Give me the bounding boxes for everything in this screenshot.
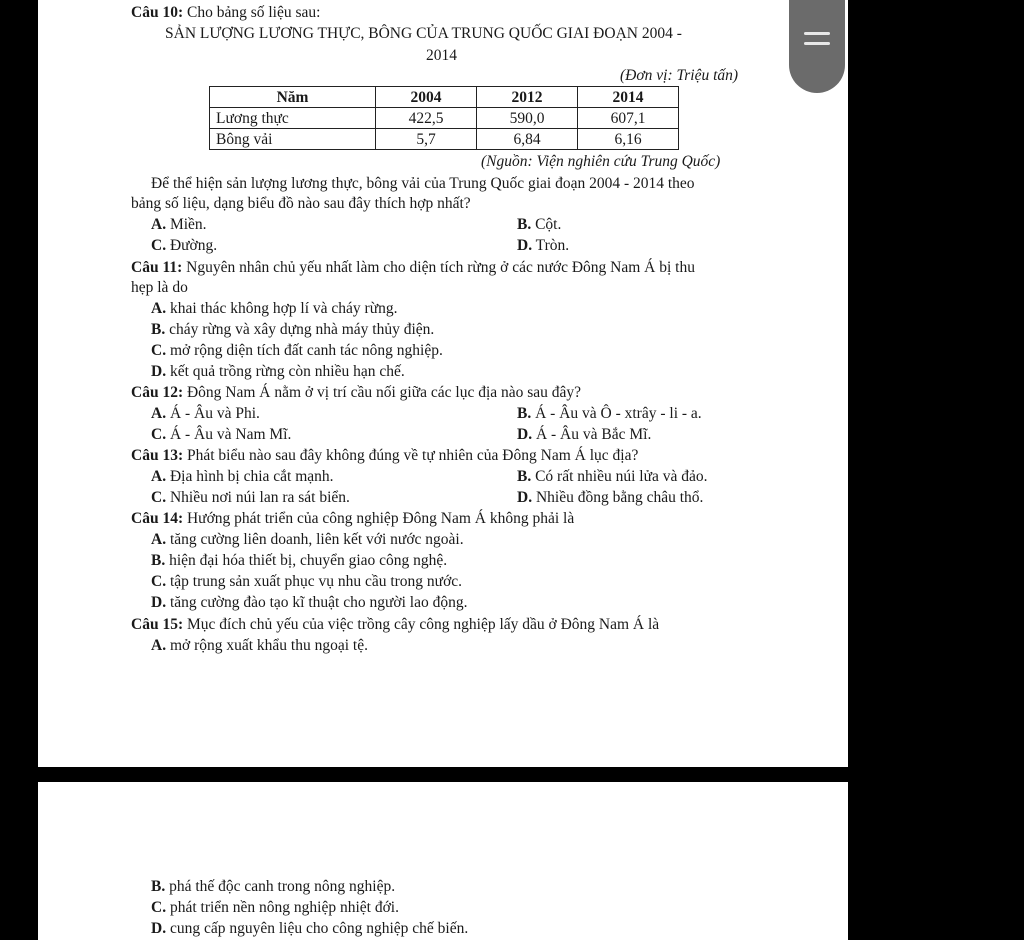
table-cell: 6,84	[477, 129, 578, 150]
document-page-1	[38, 0, 848, 767]
q10-option-b	[517, 215, 561, 235]
q14-option-c	[151, 572, 462, 592]
option-letter: B.	[517, 405, 532, 422]
q10-intro-text: Cho bảng số liệu sau:	[183, 4, 321, 21]
option-text: Địa hình bị chia cắt mạnh.	[166, 468, 334, 485]
option-letter: C.	[151, 899, 167, 916]
option-letter: A.	[151, 405, 167, 422]
option-letter: A.	[151, 531, 167, 548]
option-text: Nhiều đồng bằng châu thổ.	[532, 489, 704, 506]
document-page-2	[38, 782, 848, 940]
option-text: Có rất nhiều núi lửa và đảo.	[531, 468, 708, 485]
q12-line	[131, 383, 581, 403]
option-letter: C.	[151, 573, 167, 590]
option-letter: D.	[517, 237, 533, 254]
table-cell: Bông vải	[210, 129, 376, 150]
option-text: Tròn.	[532, 237, 570, 254]
q11-text: Nguyên nhân chủ yếu nhất làm cho diện tích rừng ở các nước Đông Nam Á bị thu	[182, 259, 695, 276]
option-text: mở rộng xuất khẩu thu ngoại tệ.	[166, 637, 368, 654]
q14-line	[131, 509, 574, 529]
option-letter: A.	[151, 216, 167, 233]
option-text: cung cấp nguyên liệu cho công nghiệp chế biến.	[166, 920, 469, 937]
option-text: mở rộng diện tích đất canh tác nông nghiệp.	[166, 342, 443, 359]
option-text: tăng cường đào tạo kĩ thuật cho người lao động.	[166, 594, 468, 611]
q11-number: Câu 11:	[131, 259, 183, 276]
q10-question-line2: bảng số liệu, dạng biểu đồ nào sau đây thích hợp nhất?	[131, 195, 471, 212]
option-text: tăng cường liên doanh, liên kết với nước ngoài.	[166, 531, 464, 548]
q12-option-c	[151, 425, 291, 445]
q14-text: Hướng phát triển của công nghiệp Đông Nam Á không phải là	[183, 510, 575, 527]
option-text: khai thác không hợp lí và cháy rừng.	[166, 300, 398, 317]
table-header-cell: 2014	[578, 87, 679, 108]
q14-option-a	[151, 530, 464, 550]
table-cell: Lương thực	[210, 108, 376, 129]
q11-option-a	[151, 299, 397, 319]
q12-number: Câu 12:	[131, 384, 184, 401]
q12-option-a	[151, 404, 260, 424]
option-letter: C.	[151, 489, 167, 506]
q13-option-c	[151, 488, 350, 508]
q13-text: Phát biểu nào sau đây không đúng về tự nhiên của Đông Nam Á lục địa?	[183, 447, 639, 464]
option-letter: D.	[151, 363, 167, 380]
option-letter: C.	[151, 426, 167, 443]
table-row	[210, 108, 679, 129]
option-text: tập trung sản xuất phục vụ nhu cầu trong nước.	[166, 573, 463, 590]
grip-line-icon	[804, 42, 830, 45]
data-table	[209, 86, 679, 150]
option-text: Á - Âu và Bắc Mĩ.	[532, 426, 652, 443]
q15-number: Câu 15:	[131, 616, 184, 633]
option-letter: B.	[151, 552, 166, 569]
q11-option-d	[151, 362, 405, 382]
option-text: Miền.	[166, 216, 207, 233]
q15-option-a	[151, 636, 368, 656]
option-text: Nhiều nơi núi lan ra sát biển.	[166, 489, 350, 506]
table-cell: 590,0	[477, 108, 578, 129]
table-cell: 607,1	[578, 108, 679, 129]
option-text: phá thế độc canh trong nông nghiệp.	[165, 878, 396, 895]
table-title-line1: SẢN LƯỢNG LƯƠNG THỰC, BÔNG CỦA TRUNG QUỐC GIAI ĐOẠN 2004 -	[165, 25, 682, 42]
option-letter: D.	[517, 489, 533, 506]
scroll-handle[interactable]	[789, 0, 845, 93]
q10-intro	[131, 3, 320, 23]
q11-option-c	[151, 341, 443, 361]
option-text: Á - Âu và Nam Mĩ.	[166, 426, 292, 443]
q11-line2: hẹp là do	[131, 279, 188, 296]
option-letter: C.	[151, 342, 167, 359]
grip-line-icon	[804, 32, 830, 35]
table-title-line2: 2014	[426, 47, 457, 64]
q15-option-c	[151, 898, 399, 918]
option-letter: A.	[151, 300, 167, 317]
q10-option-c	[151, 236, 217, 256]
option-letter: A.	[151, 468, 167, 485]
option-letter: B.	[151, 321, 166, 338]
q12-option-b	[517, 404, 702, 424]
option-letter: B.	[517, 216, 532, 233]
q13-option-a	[151, 467, 334, 487]
q12-text: Đông Nam Á nằm ở vị trí cầu nối giữa các lục địa nào sau đây?	[183, 384, 582, 401]
q12-option-d	[517, 425, 651, 445]
option-letter: B.	[517, 468, 532, 485]
option-text: Cột.	[531, 216, 562, 233]
q13-number: Câu 13:	[131, 447, 184, 464]
option-letter: B.	[151, 878, 166, 895]
table-header-cell: 2012	[477, 87, 578, 108]
q11-option-b	[151, 320, 434, 340]
q14-option-d	[151, 593, 467, 613]
option-letter: C.	[151, 237, 167, 254]
option-text: phát triển nền nông nghiệp nhiệt đới.	[166, 899, 399, 916]
q15-line	[131, 615, 659, 635]
option-text: Á - Âu và Phi.	[166, 405, 260, 422]
option-text: hiện đại hóa thiết bị, chuyển giao công nghệ.	[165, 552, 448, 569]
q10-option-a	[151, 215, 207, 235]
q14-number: Câu 14:	[131, 510, 184, 527]
table-header-cell: Năm	[210, 87, 376, 108]
q15-text: Mục đích chủ yếu của việc trồng cây công nghiệp lấy dầu ở Đông Nam Á là	[183, 616, 660, 633]
table-unit: (Đơn vị: Triệu tấn)	[620, 67, 739, 84]
option-letter: D.	[517, 426, 533, 443]
q13-option-b	[517, 467, 708, 487]
option-letter: D.	[151, 594, 167, 611]
table-header-row	[210, 87, 679, 108]
table-cell: 422,5	[376, 108, 477, 129]
q15-option-b	[151, 877, 395, 897]
q14-option-b	[151, 551, 447, 571]
table-cell: 6,16	[578, 129, 679, 150]
q13-option-d	[517, 488, 703, 508]
q10-question-line1: Để thể hiện sản lượng lương thực, bông vải của Trung Quốc giai đoạn 2004 - 2014 theo	[151, 175, 695, 192]
option-text: cháy rừng và xây dựng nhà máy thủy điện.	[165, 321, 435, 338]
q10-option-d	[517, 236, 569, 256]
q15-option-d	[151, 919, 468, 939]
q13-line	[131, 446, 638, 466]
table-header-cell: 2004	[376, 87, 477, 108]
table-row	[210, 129, 679, 150]
table-cell: 5,7	[376, 129, 477, 150]
option-text: kết quả trồng rừng còn nhiều hạn chế.	[166, 363, 405, 380]
option-text: Đường.	[166, 237, 218, 254]
q11-line1	[131, 258, 695, 278]
q10-number: Câu 10:	[131, 4, 184, 21]
table-source: (Nguồn: Viện nghiên cứu Trung Quốc)	[481, 153, 721, 170]
option-letter: A.	[151, 637, 167, 654]
option-letter: D.	[151, 920, 167, 937]
option-text: Á - Âu và Ô - xtrây - li - a.	[531, 405, 702, 422]
